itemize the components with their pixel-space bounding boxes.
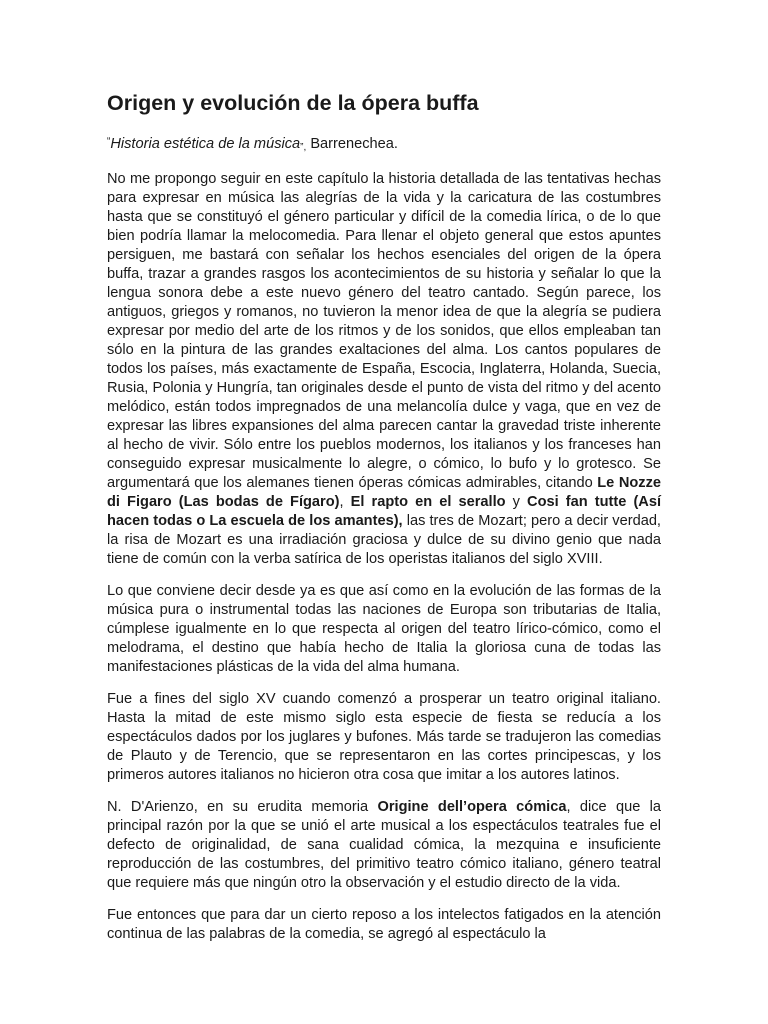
paragraph-1 [107, 170, 661, 569]
paragraph-4-text-a: N. D'Arienzo, en su erudita memoria [107, 799, 378, 815]
document-page [107, 88, 661, 944]
paragraph-4 [107, 798, 661, 893]
paragraph-3: Fue a fines del siglo XV cuando comenzó a prosperar un teatro original italiano. Hasta la mitad de este mismo siglo esta especie de fiesta se reducía a los espectáculos dados por los juglares y bufones. Más tarde se tradujeron las comedias de Plauto y de Terencio, que se representaron en las cortes principescas, y los primeros autores italianos no hicieron otra cosa que imitar a los autores latinos. [107, 691, 661, 783]
paragraph-4-text-b: , dice que la principal razón por la que se unió el arte musical a los espectáculos teatrales fue el defecto de originalidad, de sana cualidad cómica, la mezquina e insuficiente reproducción de las costumbres, del primitivo teatro cómico italiano, género teatral que requiere más que ningún otro la observación y el estudio directo de la vida. [107, 799, 661, 891]
open-quote: “ [107, 136, 111, 147]
paragraph-2: Lo que conviene decir desde ya es que así como en la evolución de las formas de la música pura o instrumental todas las naciones de Europa son tributarias de Italia, cúmplese igualmente en lo que respecta al origen del teatro lírico-cómico, como el melodrama, el destino que había hecho de Italia la gloriosa cuna de todas las manifestaciones plásticas de la vida del alma humana. [107, 583, 661, 675]
close-quote: ”, [300, 142, 307, 153]
work-title-nozze: Le Nozze di Figaro (Las bodas de Fígaro) [107, 475, 661, 510]
document-title: Origen y evolución de la ópera buffa [107, 91, 479, 115]
source-author: Barrenechea. [306, 136, 398, 152]
paragraph-1-text-d: las tres de Mozart; pero a decir verdad, la risa de Mozart es una irradiación graciosa y dulce de su divino genio que nada tiene de común con la verba satírica de los operistas italianos del siglo XVIII. [107, 513, 661, 567]
work-title-origine: Origine dell’opera cómica [377, 799, 567, 815]
paragraph-5: Fue entonces que para dar un cierto reposo a los intelectos fatigados en la atención continua de las palabras de la comedia, se agregó al espectáculo la [107, 907, 661, 942]
source-citation [107, 132, 661, 157]
work-title-rapto: El rapto en el serallo [350, 494, 506, 510]
book-title: Historia estética de la música [110, 136, 301, 152]
paragraph-1-text-b: , [339, 494, 351, 510]
paragraph-1-text-c: y [505, 494, 528, 510]
work-title-cosi: Cosi fan tutte (Así hacen todas o La escuela de los amantes), [107, 494, 662, 529]
paragraph-1-text-a: No me propongo seguir en este capítulo la historia detallada de las tentativas hechas para expresar en música las alegrías de la vida y la caricatura de las costumbres hasta que se constituyó el género particular y difícil de la comedia lírica, o de lo que bien podría llamar la melocomedia. Para llenar el objeto general que estos apuntes persiguen, me bastará con señalar los hechos esenciales del origen de la ópera buffa, trazar a grandes rasgos los acontecimientos de su historia y señalar lo que la lengua sonora debe a este nuevo género del teatro cantado. Según parece, los antiguos, griegos y romanos, no tuvieron la menor idea de que la alegría se pudiera expresar por medio del arte de los ritmos y de los sonidos, que ellos empleaban tan sólo en la pintura de las grandes exaltaciones del alma. Los cantos populares de todos los países, más exactamente de España, Escocia, Inglaterra, Holanda, Suecia, Rusia, Polonia y Hungría, tan originales desde el punto de vista del ritmo y del acento melódico, están todos impregnados de una melancolía dulce y vaga, que en vez de expresar las libres expansiones del alma parecen cantar la gravedad triste inherente al hecho de vivir. Sólo entre los pueblos modernos, los italianos y los franceses han conseguido expresar musicalmente lo alegre, o cómico, lo bufo y lo grotesco. Se argumentará que los alemanes tienen óperas cómicas admirables, citando [107, 171, 661, 491]
